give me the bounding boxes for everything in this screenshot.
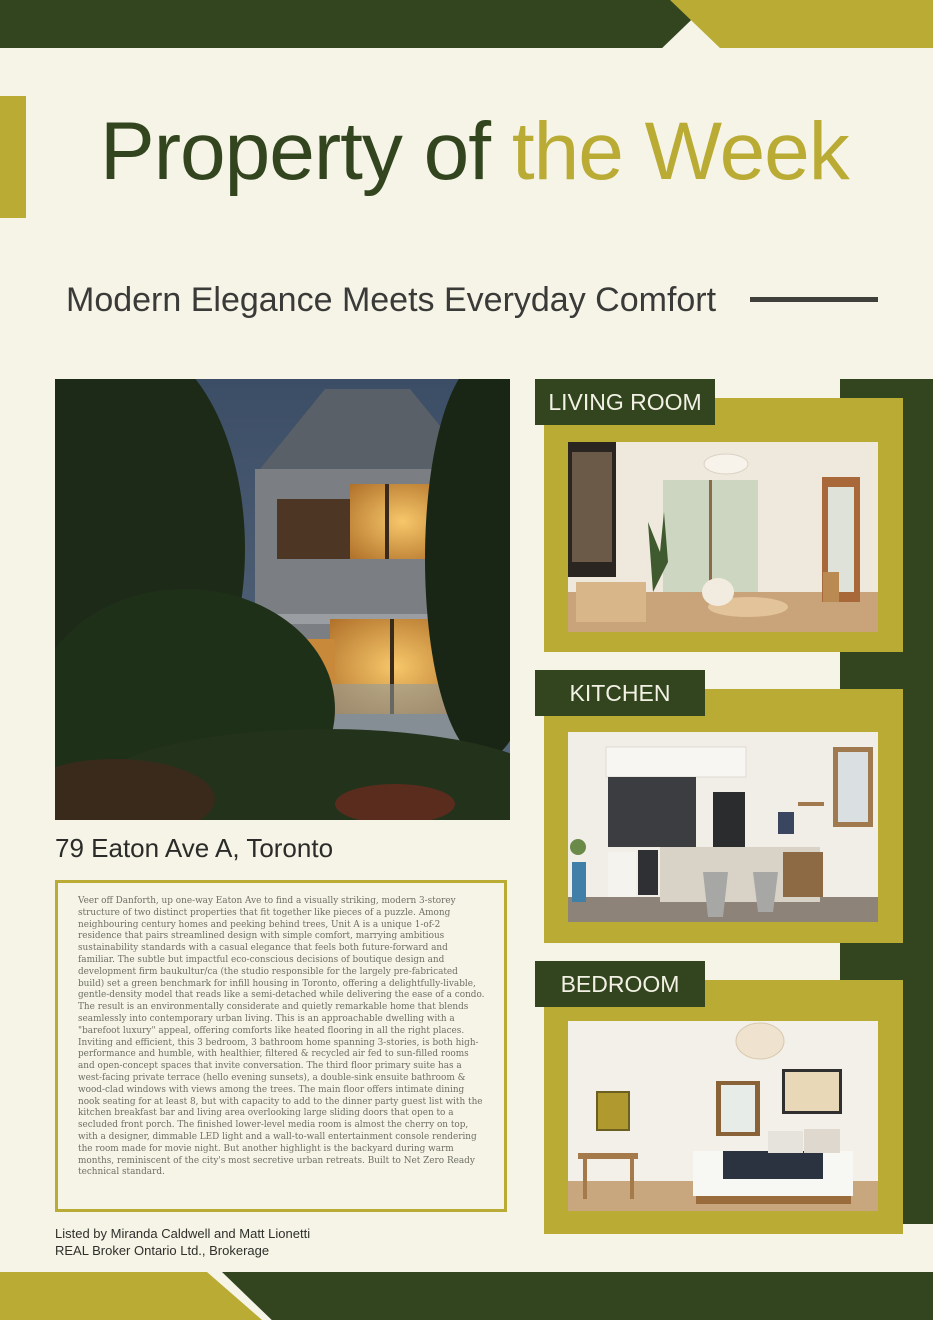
listing-agents: Listed by Miranda Caldwell and Matt Lionetti [55,1226,311,1241]
title-main: Property of [100,106,491,197]
kitchen-photo [568,732,878,922]
title-accent: the Week [511,106,849,197]
living-room-label: LIVING ROOM [535,379,715,425]
property-description: Veer off Danforth, up one-way Eaton Ave to find a visually striking, modern 3-storey structure of two distinct properties that fit together like pieces of a puzzle. Among neighbouring century homes and peeking behind trees, Unit A is a unique 1-of-2 residence that pairs streamlined design with simple comfort, marrying ambitious sustainability standards with a casual elegance that feels both future-forward and familiar. The subtle but impactful eco-conscious decisions of boutique design and development firm baukultur/ca (the studio responsible for the largely pre-fabricated build) set a green benchmark for infill housing in Toronto, offering a delightfully-livable, gentle-density model that reads like a semi-detached while delivering the ease of a condo. The result is an environmentally considerate and quietly remarkable home that blends seamlessly into contemporary urban living. This is an approachable dwelling with a "barefoot luxury" appeal, offering comforts like heated flooring in all the right places. Inviting and efficient, this 3 bedroom, 3 bathroom home spanning 3-stories, is both high-performance and humble, with healthier, filtered & recycled air fed to sun-filled rooms and open-concept spaces that invite conversation. The third floor primary suite has a west-facing private terrace (hello evening sunsets), a double-sink ensuite bathroom & wood-clad windows with views among the trees. The main floor offers intimate dining nook seating for at least 8, but with capacity to add to the dinner party guest list with the kitchen breakfast bar and living area overlooking large sliding doors that open to a secluded front porch. The finished lower-level media room is almost the cherry on top, with a designer, dimmable LED light and a wall-to-wall entertainment console rendering the room made for movie night. But another highlight is the backyard during warm months, reminiscent of the city's most secretive urban retreats. Built to Net Zero Ready technical standard. [78,896,485,1178]
footer-bar-olive [0,1272,262,1320]
subtitle-rule [750,297,878,302]
title-accent-bar [0,96,26,218]
description-box [55,880,507,1212]
bedroom-photo [568,1021,878,1211]
header-bar-olive [670,0,933,48]
kitchen-label: KITCHEN [535,670,705,716]
header-bar-dark [0,0,712,48]
exterior-photo [55,379,510,820]
listing-credit [55,1225,310,1259]
page-subtitle: Modern Elegance Meets Everyday Comfort [66,281,717,319]
living-room-photo [568,442,878,632]
listing-brokerage: REAL Broker Ontario Ltd., Brokerage [55,1243,270,1258]
bedroom-label: BEDROOM [535,961,705,1007]
property-address: 79 Eaton Ave A, Toronto [55,833,334,863]
page-title [100,102,849,202]
footer-bar-dark [222,1272,933,1320]
